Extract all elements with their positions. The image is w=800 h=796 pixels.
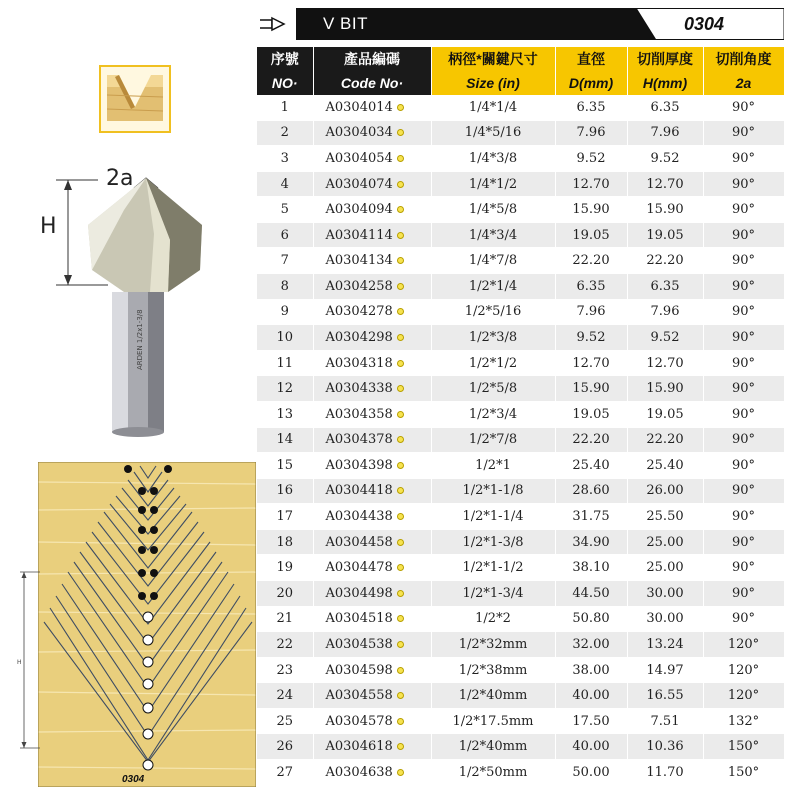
row-size: 1/2*1/4	[431, 274, 555, 300]
row-height: 9.52	[627, 325, 703, 351]
row-no: 22	[257, 632, 313, 658]
row-code	[313, 632, 431, 658]
row-no: 11	[257, 350, 313, 376]
code-text: A0304338	[325, 381, 393, 397]
row-height: 25.00	[627, 529, 703, 555]
row-size: 1/2*3/8	[431, 325, 555, 351]
row-size: 1/2*1	[431, 453, 555, 479]
row-diameter: 17.50	[555, 708, 627, 734]
code-text: A0304358	[325, 406, 393, 422]
row-height: 13.24	[627, 632, 703, 658]
row-size: 1/2*40mm	[431, 734, 555, 760]
bullet-dot-icon	[397, 283, 404, 290]
row-angle: 120°	[703, 683, 784, 709]
bullet-dot-icon	[397, 385, 404, 392]
code-text: A0304054	[325, 150, 393, 166]
code-text: A0304298	[325, 329, 393, 345]
table-row	[257, 197, 784, 223]
table-row	[257, 350, 784, 376]
table-row	[257, 146, 784, 172]
row-angle: 120°	[703, 632, 784, 658]
row-angle: 90°	[703, 529, 784, 555]
row-height: 6.35	[627, 95, 703, 120]
code-text: A0304094	[325, 202, 393, 218]
code-text: A0304478	[325, 560, 393, 576]
row-height: 12.70	[627, 171, 703, 197]
table-row	[257, 427, 784, 453]
row-height: 25.00	[627, 555, 703, 581]
row-no: 4	[257, 171, 313, 197]
row-size: 1/2*5/8	[431, 376, 555, 402]
row-angle: 90°	[703, 120, 784, 146]
row-no: 3	[257, 146, 313, 172]
row-diameter: 40.00	[555, 683, 627, 709]
row-height: 14.97	[627, 657, 703, 683]
row-no: 20	[257, 580, 313, 606]
row-code	[313, 760, 431, 786]
table-row	[257, 504, 784, 530]
row-height: 6.35	[627, 274, 703, 300]
col-size-zh: 柄徑*關鍵尺寸	[431, 47, 555, 71]
table-row	[257, 657, 784, 683]
row-code	[313, 555, 431, 581]
code-text: A0304518	[325, 611, 393, 627]
row-diameter: 34.90	[555, 529, 627, 555]
table-row	[257, 734, 784, 760]
bullet-dot-icon	[397, 436, 404, 443]
row-code	[313, 683, 431, 709]
row-angle: 90°	[703, 606, 784, 632]
col-h-en: H(mm)	[627, 71, 703, 95]
row-code	[313, 248, 431, 274]
table-row	[257, 453, 784, 479]
row-code	[313, 120, 431, 146]
table-row	[257, 555, 784, 581]
code-text: A0304498	[325, 585, 393, 601]
row-code	[313, 606, 431, 632]
bullet-dot-icon	[397, 181, 404, 188]
header-row-zh	[257, 47, 784, 71]
row-no: 14	[257, 427, 313, 453]
row-size: 1/2*1/2	[431, 350, 555, 376]
illustration-panel	[0, 0, 255, 796]
bullet-dot-icon	[397, 129, 404, 136]
row-diameter: 15.90	[555, 376, 627, 402]
row-code	[313, 95, 431, 120]
table-row	[257, 299, 784, 325]
code-text: A0304278	[325, 304, 393, 320]
row-height: 26.00	[627, 478, 703, 504]
bullet-dot-icon	[397, 334, 404, 341]
row-code	[313, 478, 431, 504]
v-bit-drawing	[50, 170, 230, 450]
row-no: 6	[257, 222, 313, 248]
angle-label: 2a	[106, 166, 134, 191]
row-height: 22.20	[627, 427, 703, 453]
row-diameter: 22.20	[555, 427, 627, 453]
code-text: A0304014	[325, 99, 393, 115]
code-text: A0304398	[325, 457, 393, 473]
profile-code-label: 0304	[122, 774, 145, 785]
row-no: 27	[257, 760, 313, 786]
bullet-dot-icon	[397, 206, 404, 213]
row-size: 1/2*1-3/8	[431, 529, 555, 555]
code-text: A0304034	[325, 125, 393, 141]
row-code	[313, 529, 431, 555]
row-angle: 90°	[703, 401, 784, 427]
table-body	[257, 95, 784, 785]
bullet-dot-icon	[397, 615, 404, 622]
row-height: 16.55	[627, 683, 703, 709]
row-no: 24	[257, 683, 313, 709]
row-angle: 132°	[703, 708, 784, 734]
height-label: H	[40, 214, 57, 239]
bullet-dot-icon	[397, 308, 404, 315]
shank-engraving: ARDEN 1/2x1-3/8	[136, 309, 144, 370]
row-angle: 90°	[703, 427, 784, 453]
row-height: 22.20	[627, 248, 703, 274]
row-angle: 90°	[703, 146, 784, 172]
row-no: 26	[257, 734, 313, 760]
bullet-dot-icon	[397, 743, 404, 750]
row-size: 1/4*7/8	[431, 248, 555, 274]
row-code	[313, 708, 431, 734]
row-diameter: 50.80	[555, 606, 627, 632]
row-size: 1/2*5/16	[431, 299, 555, 325]
code-text: A0304134	[325, 253, 393, 269]
table-row	[257, 95, 784, 120]
bullet-dot-icon	[397, 692, 404, 699]
bullet-dot-icon	[397, 641, 404, 648]
bullet-dot-icon	[397, 155, 404, 162]
row-no: 18	[257, 529, 313, 555]
row-code	[313, 504, 431, 530]
row-height: 10.36	[627, 734, 703, 760]
row-angle: 90°	[703, 222, 784, 248]
series-code: 0304	[684, 14, 725, 34]
code-text: A0304074	[325, 176, 393, 192]
row-height: 25.40	[627, 453, 703, 479]
row-angle: 90°	[703, 504, 784, 530]
row-height: 25.50	[627, 504, 703, 530]
row-height: 7.51	[627, 708, 703, 734]
row-angle: 90°	[703, 478, 784, 504]
row-diameter: 28.60	[555, 478, 627, 504]
row-diameter: 7.96	[555, 120, 627, 146]
col-d-zh: 直徑	[555, 47, 627, 71]
code-text: A0304638	[325, 764, 393, 780]
header-row-en	[257, 71, 784, 95]
row-size: 1/2*1-1/8	[431, 478, 555, 504]
row-code	[313, 427, 431, 453]
row-height: 30.00	[627, 606, 703, 632]
row-code	[313, 734, 431, 760]
code-text: A0304598	[325, 662, 393, 678]
table-row	[257, 401, 784, 427]
bullet-dot-icon	[397, 487, 404, 494]
row-diameter: 38.00	[555, 657, 627, 683]
row-size: 1/4*5/16	[431, 120, 555, 146]
col-size-en: Size (in)	[431, 71, 555, 95]
table-row	[257, 376, 784, 402]
row-code	[313, 222, 431, 248]
row-no: 16	[257, 478, 313, 504]
row-diameter: 6.35	[555, 95, 627, 120]
row-size: 1/2*38mm	[431, 657, 555, 683]
row-no: 8	[257, 274, 313, 300]
bullet-dot-icon	[397, 590, 404, 597]
row-height: 12.70	[627, 350, 703, 376]
profile-layout-diagram	[38, 462, 256, 787]
row-diameter: 12.70	[555, 171, 627, 197]
table-row	[257, 274, 784, 300]
row-height: 15.90	[627, 376, 703, 402]
row-angle: 90°	[703, 197, 784, 223]
row-diameter: 19.05	[555, 222, 627, 248]
table-row	[257, 632, 784, 658]
row-angle: 120°	[703, 657, 784, 683]
row-diameter: 9.52	[555, 146, 627, 172]
row-angle: 90°	[703, 299, 784, 325]
row-height: 7.96	[627, 120, 703, 146]
row-code	[313, 376, 431, 402]
col-h-zh: 切削厚度	[627, 47, 703, 71]
row-angle: 90°	[703, 580, 784, 606]
table-row	[257, 248, 784, 274]
table-row	[257, 222, 784, 248]
table-row	[257, 760, 784, 786]
row-angle: 90°	[703, 95, 784, 120]
row-code	[313, 580, 431, 606]
row-no: 7	[257, 248, 313, 274]
row-angle: 150°	[703, 760, 784, 786]
row-height: 19.05	[627, 401, 703, 427]
table-row	[257, 529, 784, 555]
row-code	[313, 197, 431, 223]
row-no: 9	[257, 299, 313, 325]
row-angle: 150°	[703, 734, 784, 760]
row-height: 30.00	[627, 580, 703, 606]
row-diameter: 12.70	[555, 350, 627, 376]
product-table	[257, 47, 785, 786]
row-size: 1/4*1/4	[431, 95, 555, 120]
row-diameter: 44.50	[555, 580, 627, 606]
row-size: 1/2*7/8	[431, 427, 555, 453]
row-diameter: 32.00	[555, 632, 627, 658]
bullet-dot-icon	[397, 462, 404, 469]
row-no: 10	[257, 325, 313, 351]
bullet-dot-icon	[397, 257, 404, 264]
row-height: 11.70	[627, 760, 703, 786]
profile-h-label: H	[17, 659, 22, 666]
bullet-dot-icon	[397, 360, 404, 367]
row-diameter: 6.35	[555, 274, 627, 300]
row-size: 1/4*3/4	[431, 222, 555, 248]
row-no: 25	[257, 708, 313, 734]
bullet-dot-icon	[397, 769, 404, 776]
code-text: A0304458	[325, 534, 393, 550]
row-code	[313, 146, 431, 172]
row-diameter: 38.10	[555, 555, 627, 581]
row-angle: 90°	[703, 248, 784, 274]
table-row	[257, 171, 784, 197]
table-row	[257, 606, 784, 632]
row-code	[313, 350, 431, 376]
row-size: 1/2*17.5mm	[431, 708, 555, 734]
row-code	[313, 299, 431, 325]
table-row	[257, 120, 784, 146]
row-angle: 90°	[703, 274, 784, 300]
bullet-dot-icon	[397, 667, 404, 674]
row-size: 1/4*5/8	[431, 197, 555, 223]
row-angle: 90°	[703, 555, 784, 581]
bullet-dot-icon	[397, 564, 404, 571]
row-diameter: 50.00	[555, 760, 627, 786]
bullet-dot-icon	[397, 513, 404, 520]
row-size: 1/2*50mm	[431, 760, 555, 786]
row-no: 12	[257, 376, 313, 402]
row-diameter: 15.90	[555, 197, 627, 223]
code-text: A0304538	[325, 636, 393, 652]
table-row	[257, 478, 784, 504]
row-no: 2	[257, 120, 313, 146]
row-diameter: 25.40	[555, 453, 627, 479]
row-size: 1/2*40mm	[431, 683, 555, 709]
col-d-en: D(mm)	[555, 71, 627, 95]
row-no: 17	[257, 504, 313, 530]
row-size: 1/2*3/4	[431, 401, 555, 427]
table-row	[257, 683, 784, 709]
table-row	[257, 580, 784, 606]
row-angle: 90°	[703, 171, 784, 197]
row-angle: 90°	[703, 325, 784, 351]
bullet-dot-icon	[397, 718, 404, 725]
row-diameter: 7.96	[555, 299, 627, 325]
code-text: A0304558	[325, 688, 393, 704]
code-text: A0304418	[325, 483, 393, 499]
row-no: 19	[257, 555, 313, 581]
row-no: 5	[257, 197, 313, 223]
row-height: 9.52	[627, 146, 703, 172]
page-title: V BIT	[323, 14, 369, 33]
row-angle: 90°	[703, 350, 784, 376]
col-code-zh: 產品編碼	[313, 47, 431, 71]
row-code	[313, 453, 431, 479]
table-row	[257, 325, 784, 351]
row-size: 1/4*1/2	[431, 171, 555, 197]
bullet-dot-icon	[397, 539, 404, 546]
row-angle: 90°	[703, 376, 784, 402]
wood-sample-thumbnail	[99, 65, 171, 133]
row-size: 1/2*32mm	[431, 632, 555, 658]
row-angle: 90°	[703, 453, 784, 479]
row-no: 15	[257, 453, 313, 479]
row-code	[313, 325, 431, 351]
col-no-zh: 序號	[257, 47, 313, 71]
row-code	[313, 274, 431, 300]
code-text: A0304378	[325, 432, 393, 448]
bullet-dot-icon	[397, 104, 404, 111]
row-no: 13	[257, 401, 313, 427]
row-diameter: 31.75	[555, 504, 627, 530]
code-text: A0304114	[325, 227, 393, 243]
row-code	[313, 171, 431, 197]
bullet-dot-icon	[397, 232, 404, 239]
row-diameter: 22.20	[555, 248, 627, 274]
row-diameter: 40.00	[555, 734, 627, 760]
row-no: 21	[257, 606, 313, 632]
row-size: 1/2*1-1/2	[431, 555, 555, 581]
row-size: 1/2*1-1/4	[431, 504, 555, 530]
col-angle-en: 2a	[703, 71, 784, 95]
bullet-dot-icon	[397, 411, 404, 418]
table-row	[257, 708, 784, 734]
col-angle-zh: 切削角度	[703, 47, 784, 71]
code-text: A0304578	[325, 713, 393, 729]
row-code	[313, 401, 431, 427]
row-height: 19.05	[627, 222, 703, 248]
col-code-en: Code No·	[313, 71, 431, 95]
code-text: A0304438	[325, 509, 393, 525]
row-diameter: 19.05	[555, 401, 627, 427]
code-text: A0304258	[325, 278, 393, 294]
code-text: A0304318	[325, 355, 393, 371]
row-diameter: 9.52	[555, 325, 627, 351]
row-size: 1/2*2	[431, 606, 555, 632]
code-text: A0304618	[325, 739, 393, 755]
row-no: 23	[257, 657, 313, 683]
row-height: 15.90	[627, 197, 703, 223]
row-size: 1/2*1-3/4	[431, 580, 555, 606]
profile-height-dimension	[14, 570, 40, 752]
col-no-en: NO·	[257, 71, 313, 95]
row-code	[313, 657, 431, 683]
row-height: 7.96	[627, 299, 703, 325]
row-no: 1	[257, 95, 313, 120]
row-size: 1/4*3/8	[431, 146, 555, 172]
